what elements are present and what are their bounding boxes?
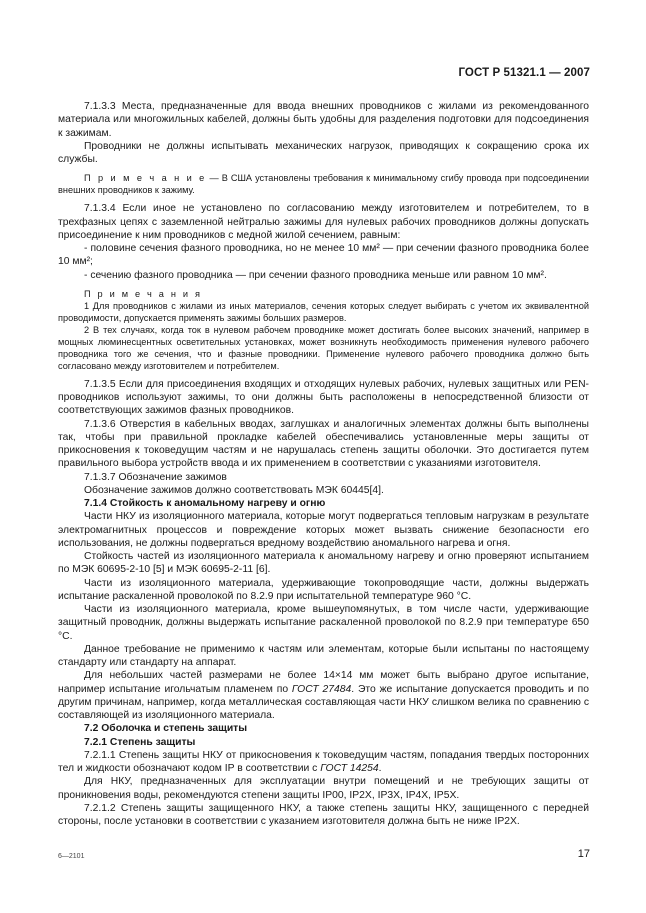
note-text: — В США установлены требования к минимальному сгибу провода при подсоединении внешних проводников к зажиму.	[58, 173, 589, 196]
paragraph-960c: Части из изоляционного материала, удерживающие токопроводящие части, должны выдержать испытание раскаленной проволокой по 8.2.9 при испытательной температуре 960 °C.	[58, 577, 589, 602]
paragraph-conductors: Проводники не должны испытывать механических нагрузок, приводящих к сокращению срока их службы.	[58, 140, 589, 165]
text-span: 7.2.1.1 Степень защиты НКУ от прикосновения к токоведущим частям, попадания твердых посторонних тел и жидкости обозначают кодом IP в соответствии с	[58, 749, 589, 774]
paragraph-terminal-marking: Обозначение зажимов должно соответствовать МЭК 60445[4].	[84, 484, 384, 496]
standard-reference: ГОСТ 27484	[291, 683, 352, 695]
list-item-equal-section: - сечению фазного проводника — при сечении фазного проводника меньше или равном 10 мм².	[84, 269, 547, 281]
paragraph-650c: Части из изоляционного материала, кроме вышеупомянутых, в том числе части, удерживающие защитный проводник, должны выдержать испытание раскаленной проволокой по 8.2.9 при температуре 650 °C.	[58, 604, 589, 642]
paragraph-indoor-ip: Для НКУ, предназначенных для эксплуатации внутри помещений и не требующих защиты от проникновения воды, рекомендуются степени защиты IP00, IP2X, IP3X, IP4X, IP5X.	[58, 776, 589, 801]
paragraph-7-1-3-4: 7.1.3.4 Если иное не установлено по согласованию между изготовителем и потребителем, то в трехфазных цепях с заземленной нейтралью зажимы для нулевых рабочих проводников должны допускать присоединение к ним проводников с медной жилой сечением, равным:	[58, 203, 589, 241]
page-number: 17	[577, 848, 590, 860]
section-heading-7-2: 7.2 Оболочка и степень защиты	[84, 723, 248, 735]
text-span: Для небольших частей размерами не более 14×14 мм может быть выбрано другое испытание, например испытание игольчатым пламенем по	[58, 670, 589, 695]
paragraph-7-1-3-6: 7.1.3.6 Отверстия в кабельных вводах, заглушках и аналогичных элементах должны быть выполнены так, чтобы при правильной прокладке кабелей обеспечивались установленные меры защиты от прикосновения к токоведущим частям и не нарушалась степень защиты оболочки. Это достигается путем правильного выбора устройств ввода и их применением в соответствии с указаниями изготовителя.	[58, 418, 589, 470]
paragraph-7-2-1-1	[58, 749, 589, 776]
paragraph-resistance-test: Стойкость частей из изоляционного материала к аномальному нагреву и огню проверяют испытанием по МЭК 60695-2-10 [5] и МЭК 60695-2-11 [6].	[58, 551, 589, 576]
list-item-half-section: - половине сечения фазного проводника, но не менее 10 мм² — при сечении фазного проводника более 10 мм²;	[58, 243, 589, 268]
document-body	[58, 100, 589, 828]
note-label: П р и м е ч а н и е	[84, 173, 207, 184]
paragraph-insulation-parts: Части НКУ из изоляционного материала, которые могут подвергаться тепловым нагрузкам в результате электромагнитных процессов и повреждение которых может вызвать снижение безопасности его использования, не должны подвергаться вредному воздействию аномального нагрева и огня.	[58, 511, 589, 549]
note-usa	[58, 172, 589, 196]
paragraph-7-1-3-3: 7.1.3.3 Места, предназначенные для ввода внешних проводников с жилами из рекомендованного материала или многожильных кабелей, должны быть удобны для разделения подготовки для подсоединения к зажимам.	[58, 101, 589, 139]
standard-reference: ГОСТ 14254	[320, 763, 379, 774]
paragraph-7-1-3-5: 7.1.3.5 Если для присоединения входящих и отходящих нулевых рабочих, нулевых защитных или PEN-проводников используют зажимы, то они должны быть расположены в непосредственной близости от соответствующих зажимов фазных проводников.	[58, 378, 589, 417]
sheet-mark: 6—2101	[58, 853, 85, 860]
paragraph-7-1-3-7: 7.1.3.7 Обозначение зажимов	[84, 471, 227, 483]
paragraph-small-parts	[58, 669, 589, 722]
paragraph-not-applicable: Данное требование не применимо к частям или элементам, которые были испытаны по настоящему стандарту или стандарту на аппарат.	[58, 643, 589, 668]
text-span: . Это же испытание допускается проводить и по другим причинам, например, когда металлическая составляющая части НКУ слишком велика по сравнению с составляющей из изоляционного материала.	[58, 683, 589, 721]
note-1: 1 Для проводников с жилами из иных материалов, сечения которых следует выбирать с учетом их эквивалентной проводимости, допускается применять зажимы больших размеров.	[58, 300, 589, 323]
note-2: 2 В тех случаях, когда ток в нулевом рабочем проводнике может достигать более высоких значений, например в мощных люминесцентных осветительных установках, может возникнуть необходимость применения нулевого рабочего проводника того же сечения, что и фазные проводники. Применение нулевого рабочего проводника должно быть согласовано между изготовителем и потребителем.	[58, 324, 589, 371]
paragraph-7-2-1-2: 7.2.1.2 Степень защиты защищенного НКУ, а также степень защиты НКУ, защищенного с передней стороны, после установки в соответствии с указанием изготовителя должна быть не ниже IP2X.	[58, 802, 589, 827]
document-header: ГОСТ Р 51321.1 — 2007	[458, 67, 590, 79]
section-heading-7-1-4: 7.1.4 Стойкость к аномальному нагреву и огню	[84, 498, 326, 509]
text-span: .	[378, 763, 382, 774]
notes-heading: П р и м е ч а н и я	[84, 288, 203, 299]
section-heading-7-2-1: 7.2.1 Степень защиты	[84, 736, 196, 748]
